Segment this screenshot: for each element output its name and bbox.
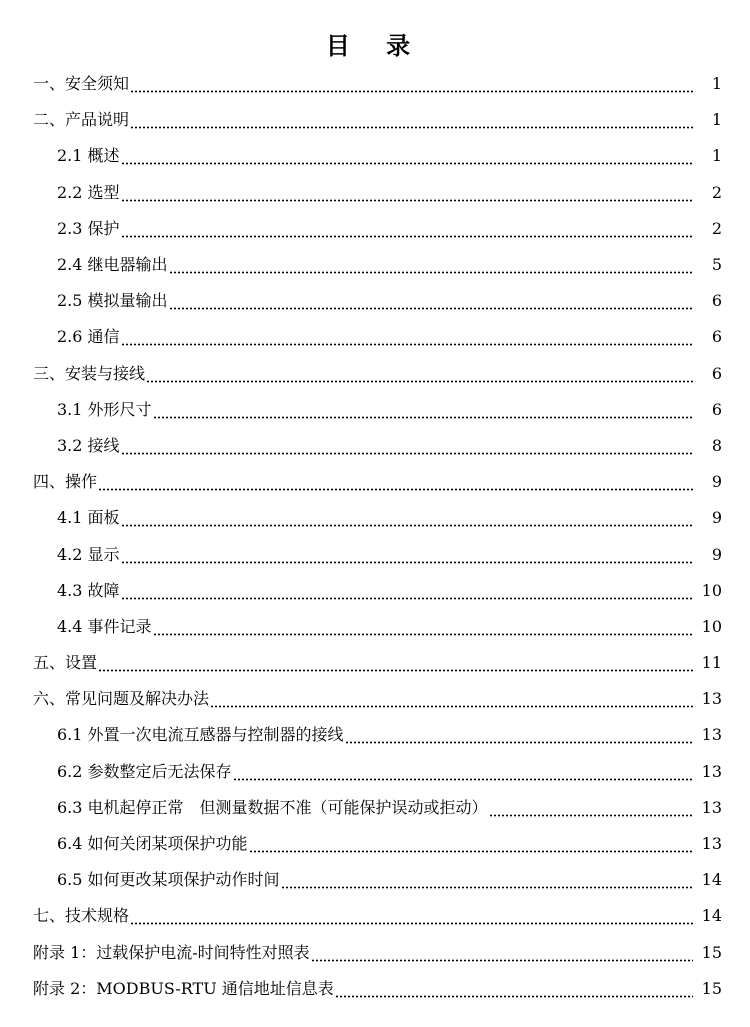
dot-leader	[311, 943, 693, 963]
toc-entry[interactable]	[0, 247, 750, 283]
toc-entry[interactable]	[0, 645, 750, 681]
table-of-contents	[0, 66, 750, 1007]
dot-leader	[121, 219, 693, 239]
dot-leader	[130, 74, 693, 94]
toc-entry[interactable]	[0, 935, 750, 971]
dot-leader	[130, 110, 693, 130]
toc-entry-page-number: 2	[711, 218, 722, 238]
toc-entry[interactable]	[0, 319, 750, 355]
toc-entry-label: 3.1 外形尺寸	[57, 399, 152, 419]
toc-entry-page-number: 10	[701, 616, 722, 636]
toc-entry-label: 附录 1：过载保护电流-时间特性对照表	[33, 942, 310, 962]
toc-entry-page-number: 1	[711, 110, 722, 130]
toc-entry-label: 2.2 选型	[57, 182, 120, 202]
toc-entry[interactable]	[0, 573, 750, 609]
toc-entry-page-number: 8	[711, 435, 722, 455]
toc-entry-page-number: 1	[711, 146, 722, 166]
dot-leader	[121, 581, 693, 601]
toc-entry-page-number: 14	[701, 870, 722, 890]
toc-entry-page-number: 15	[701, 978, 722, 998]
toc-entry[interactable]	[0, 790, 750, 826]
dot-leader	[121, 146, 693, 166]
toc-entry-label: 4.1 面板	[57, 508, 120, 528]
dot-leader	[98, 653, 693, 673]
dot-leader	[249, 834, 693, 854]
dot-leader	[121, 436, 693, 456]
page-title: 目 录	[325, 31, 425, 60]
toc-entry[interactable]	[0, 428, 750, 464]
toc-entry[interactable]	[0, 536, 750, 572]
dot-leader	[146, 364, 693, 384]
dot-leader	[153, 617, 693, 637]
dot-leader	[121, 327, 693, 347]
toc-entry[interactable]	[0, 66, 750, 102]
dot-leader	[153, 400, 693, 420]
toc-entry-page-number: 13	[701, 761, 722, 781]
toc-entry-page-number: 13	[701, 834, 722, 854]
dot-leader	[121, 183, 693, 203]
dot-leader	[130, 906, 693, 926]
dot-leader	[169, 255, 693, 275]
toc-entry-label: 2.1 概述	[57, 146, 120, 166]
toc-entry-page-number: 6	[711, 363, 722, 383]
toc-entry-page-number: 9	[711, 508, 722, 528]
toc-entry-label: 2.3 保护	[57, 218, 120, 238]
toc-entry[interactable]	[0, 356, 750, 392]
toc-entry[interactable]	[0, 862, 750, 898]
toc-entry-page-number: 6	[711, 291, 722, 311]
toc-entry-label: 6.5 如何更改某项保护动作时间	[57, 870, 280, 890]
toc-entry[interactable]	[0, 681, 750, 717]
dot-leader	[121, 508, 693, 528]
toc-entry-label: 六、常见问题及解决办法	[33, 689, 210, 709]
toc-entry[interactable]	[0, 283, 750, 319]
dot-leader	[335, 979, 693, 999]
toc-entry-label: 2.4 继电器输出	[57, 255, 168, 275]
toc-entry-label: 4.2 显示	[57, 544, 120, 564]
toc-entry-label: 6.3 电机起停正常 但测量数据不准（可能保护误动或拒动）	[57, 797, 488, 817]
toc-entry[interactable]	[0, 609, 750, 645]
toc-entry-page-number: 6	[711, 327, 722, 347]
dot-leader	[233, 762, 693, 782]
toc-entry[interactable]	[0, 898, 750, 934]
toc-entry-label: 一、安全须知	[33, 74, 130, 94]
toc-entry-label: 三、安装与接线	[33, 363, 146, 383]
toc-entry-page-number: 11	[701, 653, 722, 673]
toc-entry-page-number: 9	[711, 472, 722, 492]
toc-entry-label: 五、设置	[33, 653, 98, 673]
toc-entry[interactable]	[0, 392, 750, 428]
toc-entry-label: 6.4 如何关闭某项保护功能	[57, 834, 248, 854]
toc-entry[interactable]	[0, 211, 750, 247]
toc-entry-label: 2.6 通信	[57, 327, 120, 347]
toc-entry[interactable]	[0, 175, 750, 211]
toc-entry[interactable]	[0, 826, 750, 862]
toc-entry-page-number: 6	[711, 399, 722, 419]
dot-leader	[345, 725, 693, 745]
dot-leader	[210, 689, 693, 709]
toc-entry-label: 二、产品说明	[33, 110, 130, 130]
dot-leader	[281, 870, 693, 890]
toc-entry-page-number: 9	[711, 544, 722, 564]
toc-entry[interactable]	[0, 138, 750, 174]
toc-entry-page-number: 2	[711, 182, 722, 202]
toc-entry-label: 3.2 接线	[57, 435, 120, 455]
dot-leader	[169, 291, 693, 311]
toc-entry-label: 4.3 故障	[57, 580, 120, 600]
dot-leader	[489, 798, 693, 818]
toc-entry-label: 2.5 模拟量输出	[57, 291, 168, 311]
toc-entry-page-number: 13	[701, 689, 722, 709]
toc-entry-page-number: 1	[711, 74, 722, 94]
toc-entry-page-number: 14	[701, 906, 722, 926]
dot-leader	[121, 545, 693, 565]
toc-entry[interactable]	[0, 717, 750, 753]
toc-entry[interactable]	[0, 971, 750, 1007]
toc-entry[interactable]	[0, 500, 750, 536]
toc-entry[interactable]	[0, 754, 750, 790]
toc-entry-label: 6.2 参数整定后无法保存	[57, 761, 232, 781]
toc-entry-page-number: 13	[701, 797, 722, 817]
toc-entry[interactable]	[0, 102, 750, 138]
toc-entry[interactable]	[0, 464, 750, 500]
toc-entry-label: 附录 2：MODBUS-RTU 通信地址信息表	[33, 978, 334, 998]
toc-entry-label: 四、操作	[33, 472, 98, 492]
toc-entry-page-number: 10	[701, 580, 722, 600]
toc-entry-page-number: 15	[701, 942, 722, 962]
toc-entry-label: 6.1 外置一次电流互感器与控制器的接线	[57, 725, 344, 745]
toc-entry-page-number: 13	[701, 725, 722, 745]
toc-entry-label: 七、技术规格	[33, 906, 130, 926]
dot-leader	[98, 472, 693, 492]
toc-entry-page-number: 5	[711, 255, 722, 275]
toc-entry-label: 4.4 事件记录	[57, 616, 152, 636]
